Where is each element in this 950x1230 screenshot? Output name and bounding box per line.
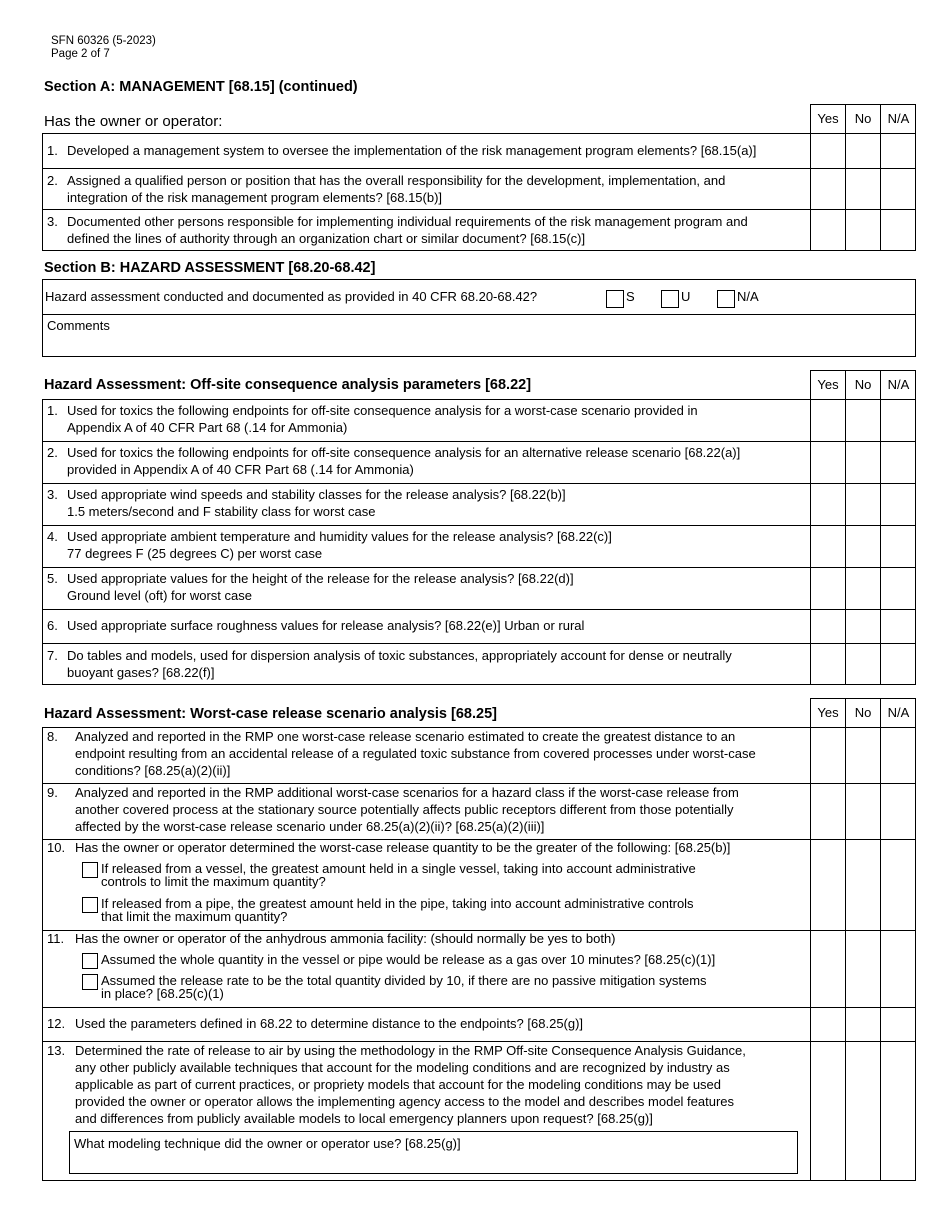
option-text: Assumed the release rate to be the total quantity divided by 10, if there are no passive mitigation systems in place? [68.25(c)(1) <box>101 973 707 1001</box>
question-text: Has the owner or operator of the anhydrous ammonia facility: (should normally be yes to both) <box>75 931 616 946</box>
question-text: Used for toxics the following endpoints for off-site consequence analysis for a worst-case scenario provided in Appendix A of 40 CFR Part 68 (.14 for Ammonia) <box>67 403 698 435</box>
modeling-technique-label: What modeling technique did the owner or operator use? [68.25(g)] <box>74 1136 461 1151</box>
comments-field[interactable] <box>45 332 911 354</box>
offsite-title: Hazard Assessment: Off-site consequence analysis parameters [68.22] <box>44 377 532 393</box>
no-header: No <box>854 377 872 392</box>
item-number: 2. <box>47 445 58 460</box>
question-text: Used appropriate ambient temperature and humidity values for the release analysis? [68.22(c)] 77 degrees F (25 degrees C) per worst case <box>67 529 612 561</box>
worstcase-table <box>42 727 916 1181</box>
question-text: Used the parameters defined in 68.22 to determine distance to the endpoints? [68.25(g)] <box>75 1016 584 1031</box>
option-text: If released from a pipe, the greatest amount held in the pipe, taking into account administrative controls that limit the maximum quantity? <box>101 896 694 924</box>
section-b-title: Section B: HAZARD ASSESSMENT [68.20-68.42] <box>44 260 376 276</box>
offsite-table <box>42 399 916 685</box>
question-text: Determined the rate of release to air by using the methodology in the RMP Off-site Consequence Analysis Guidance, any other publicly available techniques that account for the modeling conditions and are recognized by industry as applicable as part of current practices, or propriety models that account for the modeling conditions may be used provided the owner or operator allows the implementing agency access to the model and describes model features and differences from publicly available models to local emergency planners upon request? [68.25(g)] <box>75 1043 746 1126</box>
vessel-checkbox[interactable] <box>82 862 98 878</box>
form-header <box>51 35 156 61</box>
question-text: Documented other persons responsible for implementing individual requirements of the risk management program and defined the lines of authority through an organization chart or similar document? [68.15(c)] <box>67 214 748 246</box>
no-header: No <box>854 705 872 720</box>
section-a-colheads <box>810 104 916 134</box>
item-number: 2. <box>47 173 58 188</box>
item-number: 1. <box>47 403 58 418</box>
question-text: Used for toxics the following endpoints for off-site consequence analysis for an alternative release scenario [68.22(a)] provided in Appendix A of 40 CFR Part 68 (.14 for Ammonia) <box>67 445 741 477</box>
option-text: Assumed the whole quantity in the vessel or pipe would be release as a gas over 10 minutes? [68.25(c)(1)] <box>101 952 716 967</box>
s-label: S <box>626 289 635 304</box>
item-number: 11. <box>47 931 65 946</box>
u-label: U <box>681 289 691 304</box>
offsite-colheads <box>810 370 916 400</box>
yes-header: Yes <box>817 377 839 392</box>
option-text: If released from a vessel, the greatest amount held in a single vessel, taking into account administrative controls to limit the maximum quantity? <box>101 861 696 889</box>
item-number: 7. <box>47 648 58 663</box>
question-text: Analyzed and reported in the RMP one worst-case release scenario estimated to create the greatest distance to an endpoint resulting from an accidental release of a regulated toxic substance from covered processes under worst-case conditions? [68.25(a)(2)(ii)] <box>75 729 756 778</box>
na-checkbox[interactable] <box>717 290 735 308</box>
form-id: SFN 60326 (5-2023) <box>51 35 156 47</box>
question-text: Used appropriate wind speeds and stability classes for the release analysis? [68.22(b)] 1.5 meters/second and F stability class for worst case <box>67 487 566 519</box>
item-number: 5. <box>47 571 58 586</box>
yes-header: Yes <box>817 111 839 126</box>
worstcase-title: Hazard Assessment: Worst-case release scenario analysis [68.25] <box>44 706 497 722</box>
question-text: Has the owner or operator determined the worst-case release quantity to be the greater of the following: [68.25(b)] <box>75 840 731 855</box>
item-number: 9. <box>47 785 58 800</box>
hazard-question: Hazard assessment conducted and documented as provided in 40 CFR 68.20-68.42? <box>45 289 538 304</box>
s-checkbox[interactable] <box>606 290 624 308</box>
question-text: Analyzed and reported in the RMP additional worst-case scenarios for a hazard class if the worst-case release from another covered process at the stationary source potentially affects public receptors different from those potentially affected by the worst-case release scenario under 68.25(a)(2)(ii)? [68.25(a)(2)(iii)] <box>75 785 739 834</box>
question-text: Developed a management system to oversee the implementation of the risk management program elements? [68.15(a)] <box>67 143 757 158</box>
section-b-table <box>42 279 916 357</box>
section-a-title: Section A: MANAGEMENT [68.15] (continued) <box>44 79 358 95</box>
item-number: 12. <box>47 1016 66 1031</box>
comments-label: Comments <box>47 318 110 333</box>
gas-release-checkbox[interactable] <box>82 953 98 969</box>
item-number: 8. <box>47 729 58 744</box>
item-number: 3. <box>47 487 58 502</box>
modeling-technique-field[interactable] <box>69 1131 798 1174</box>
na-header: N/A <box>887 111 910 126</box>
na-header: N/A <box>887 705 910 720</box>
item-number: 3. <box>47 214 58 229</box>
question-text: Used appropriate surface roughness values for release analysis? [68.22(e)] Urban or rural <box>67 618 585 633</box>
section-a-prompt: Has the owner or operator: <box>44 113 223 130</box>
item-number: 1. <box>47 143 58 158</box>
item-number: 6. <box>47 618 58 633</box>
no-header: No <box>854 111 872 126</box>
section-a-table <box>42 133 916 251</box>
item-number: 10. <box>47 840 66 855</box>
page-number: Page 2 of 7 <box>51 48 110 60</box>
pipe-checkbox[interactable] <box>82 897 98 913</box>
na-label: N/A <box>737 289 759 304</box>
question-text: Assigned a qualified person or position that has the overall responsibility for the development, implementation, and integration of the risk management program elements? [68.15(b)] <box>67 173 726 205</box>
release-rate-checkbox[interactable] <box>82 974 98 990</box>
item-number: 4. <box>47 529 58 544</box>
worstcase-colheads <box>810 698 916 728</box>
question-text: Used appropriate values for the height of the release for the release analysis? [68.22(d)] Ground level (oft) for worst case <box>67 571 574 603</box>
item-number: 13. <box>47 1043 66 1058</box>
question-text: Do tables and models, used for dispersion analysis of toxic substances, appropriately account for dense or neutrally buoyant gases? [68.22(f)] <box>67 648 732 680</box>
yes-header: Yes <box>817 705 839 720</box>
na-header: N/A <box>887 377 910 392</box>
u-checkbox[interactable] <box>661 290 679 308</box>
